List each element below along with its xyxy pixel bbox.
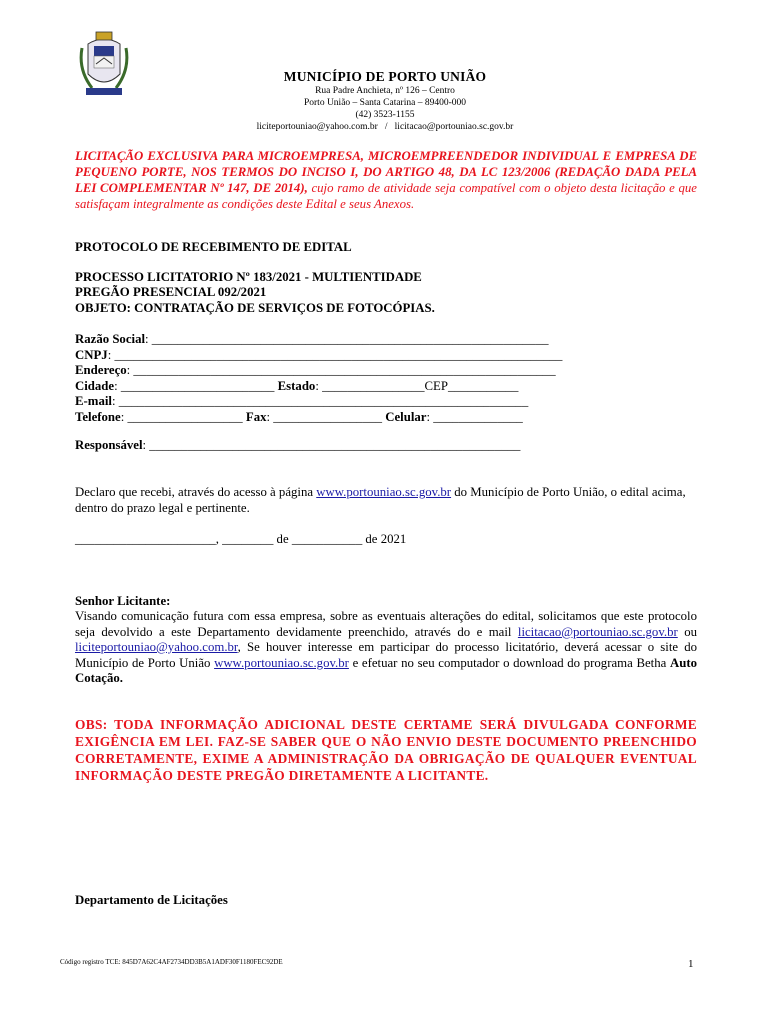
form-row-razao[interactable]: Razão Social: ______________________________________________________________ [75,332,549,346]
tce-registry-code: Código registro TCE: 845D7A62C4AF2734DD3B5A1ADF30F1180FEC92DE [60,958,283,966]
municipality-title: MUNICÍPIO DE PORTO UNIÃO [283,69,487,84]
page-number: 1 [688,958,694,970]
licitante-text-4: e efetuar no seu computador o download do programa Betha [348,655,670,670]
notice-rest-text: cujo ramo de atividade seja compatível com o objeto desta licitação e que satisfaçam integralmente as condições deste Edital e seus Anexos. [75,181,697,211]
label-cidade: Cidade [75,378,115,393]
municipality-phone: (42) 3523-1155 [355,110,415,120]
label-celular: Celular [385,409,427,424]
label-fax: Fax [245,409,267,424]
label-telefone: Telefone [75,409,121,424]
exclusive-bidding-notice [75,148,697,212]
date-signature-line: ______________________, ________ de ___________ de 2021 [75,532,407,546]
obs-notice: OBS: TODA INFORMAÇÃO ADICIONAL DESTE CERTAME SERÁ DIVULGADA CONFORME EXIGÊNCIA EM LEI. FAZ-SE SABER QUE O NÃO ENVIO DESTE DOCUMENTO PREENCHIDO CORRETAMENTE, EXIME A ADMINISTRAÇÃO DA OBRIGAÇÃO DE QUALQUER EVENTUAL INFORMAÇÃO DESTE PREGÃO DIRETAMENTE A LICITANTE. [75,717,697,783]
process-number: PROCESSO LICITATORIO Nº 183/2021 - MULTIENTIDADE [75,270,422,284]
municipality-city: Porto União – Santa Catarina – 89400-000 [303,98,466,108]
label-cnpj: CNPJ [75,347,108,362]
municipality-address: Rua Padre Anchieta, nº 126 – Centro [315,86,455,96]
department-signature: Departamento de Licitações [75,893,228,907]
form-row-responsavel[interactable]: Responsável: __________________________________________________________ [75,438,521,452]
notice-bold-text: LICITAÇÃO EXCLUSIVA PARA MICROEMPRESA, MICROEMPREENDEDOR INDIVIDUAL E EMPRESA DE PEQUENO PORTE, NOS TERMOS DO INCISO I, DO ARTIGO 48, DA LC 123/2006 (REDAÇÃO DADA PELA LEI COMPLEMENTAR Nº 147, DE 2014), [75,149,697,195]
form-row-cnpj[interactable]: CNPJ: ______________________________________________________________________ [75,347,563,362]
form-row-email[interactable]: E-mail: ________________________________________________________________ [75,394,529,408]
municipality-emails: liciteportouniao@yahoo.com.br / licitacao@portouniao.sc.gov.br [256,122,514,132]
form-row-cidade[interactable]: Cidade: ________________________ Estado: ________________CEP___________ [75,378,519,393]
licitante-paragraph [75,609,697,687]
email-link-licitacao[interactable]: licitacao@portouniao.sc.gov.br [517,624,678,639]
object-line: OBJETO: CONTRATAÇÃO DE SERVIÇOS DE FOTOCÓPIAS. [75,301,435,315]
licitante-text-3: , Se houver interesse em participar do processo licitatório, deverá acessar o site do Município de Porto União [75,640,697,670]
licitante-text-1: Visando comunicação futura com essa empresa, sobre as eventuais alterações do edital, solicitamos que este protocolo seja devolvido a este Departamento devidamente preenchido, através do e mail [75,609,697,639]
declaration-text-2: do Município de Porto União, o edital acima, dentro do prazo legal e pertinente. [75,485,686,515]
form-row-endereco[interactable]: Endereço: __________________________________________________________________ [75,363,556,377]
label-cep: CEP [424,378,448,393]
protocol-title: PROTOCOLO DE RECEBIMENTO DE EDITAL [75,240,352,254]
label-responsavel: Responsável [75,438,143,452]
label-email: E-mail [75,394,112,408]
declaration-paragraph [75,485,697,516]
label-razao-social: Razão Social [75,332,146,346]
label-endereco: Endereço [75,363,127,377]
licitante-text-2: ou [677,624,697,639]
form-row-telefone[interactable]: Telefone: __________________ Fax: _________________ Celular: ______________ [75,409,523,424]
auto-cotacao-text: Auto Cotação. [75,655,697,685]
auction-number: PREGÃO PRESENCIAL 092/2021 [75,285,267,299]
declaration-text-1: Declaro que recebi, através do acesso à página [75,485,317,499]
licitante-title: Senhor Licitante: [75,594,171,608]
label-estado: Estado [277,378,316,393]
website-link-2[interactable]: www.portouniao.sc.gov.br [214,655,349,670]
website-link[interactable]: www.portouniao.sc.gov.br [316,485,452,499]
email-link-yahoo[interactable]: liciteportouniao@yahoo.com.br [75,640,238,654]
bidder-form [75,332,585,454]
